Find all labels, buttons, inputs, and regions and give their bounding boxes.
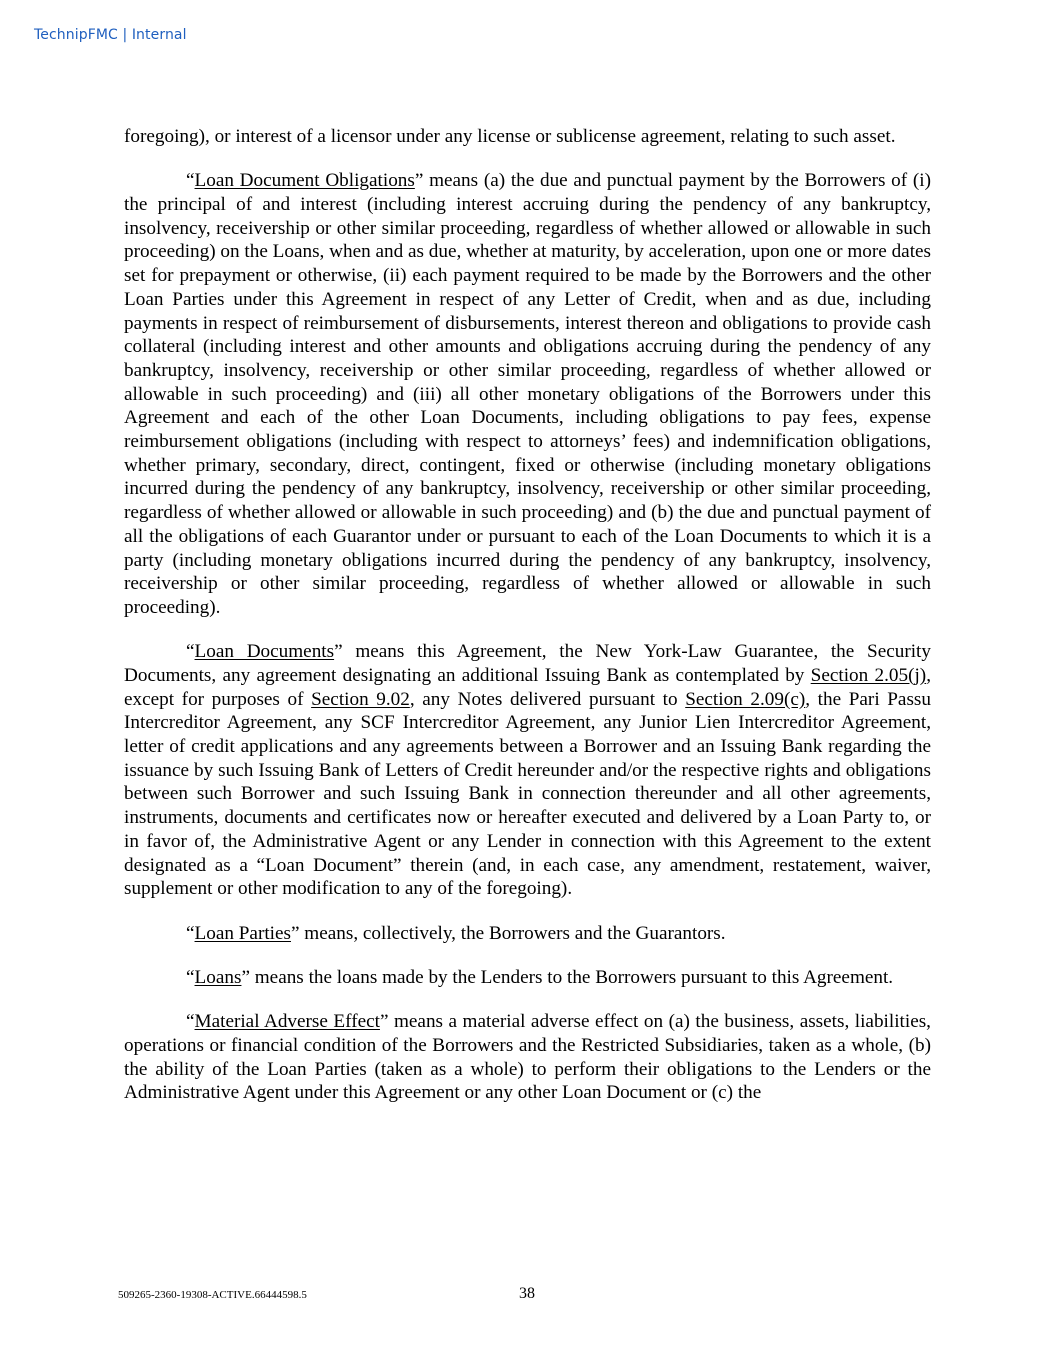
definition-text: ” means, collectively, the Borrowers and the Guarantors. [290,922,726,944]
document-id: 509265-2360-19308-ACTIVE.66444598.5 [118,1289,307,1301]
defined-term: Loan Documents [194,641,335,663]
open-quote: “ [186,170,195,192]
paragraph-text: foregoing), or interest of a licensor under any license or sublicense agreement, relating to such asset. [124,126,896,147]
definition-material-adverse-effect [124,1010,931,1105]
classification-label: TechnipFMC | Internal [34,27,187,43]
open-quote: “ [186,922,195,944]
definition-loan-documents [124,640,931,901]
paragraph-continuation [124,125,931,149]
definition-text: ” means (a) the due and punctual payment by the Borrowers of (i) the principal of and interest (including interest accruing during the pendency of any bankruptcy, insolvency, receivership or other similar proceeding, regardless of whether allowed or allowable in such proceeding) on the Loans, when and as due, whether at maturity, by acceleration, upon one or more dates set for prepayment or otherwise, (ii) each payment required to be made by the Borrowers and the other Loan Parties under this Agreement in respect of any Letter of Credit, when and as due, including payments in respect of reimbursement of disbursements, interest thereon and obligations to provide cash collateral (including interest and other amounts and obligations accruing during the pendency of any bankruptcy, insolvency, receivership or other similar proceeding, regardless of whether allowed or allowable in such proceeding) and (iii) all other monetary obligations of the Borrowers under this Agreement and each of the other Loan Documents, including obligations to pay fees, expense reimbursement obligations (including with respect to attorneys’ fees) and indemnification obligations, whether primary, secondary, direct, contingent, fixed or otherwise (including monetary obligations incurred during the pendency of any bankruptcy, insolvency, receivership or other similar proceeding, regardless of whether allowed or allowable in such proceeding) and (b) the due and punctual payment of all the obligations of each Guarantor under or pursuant to each of the Loan Documents to which it is a party (including monetary obligations incurred during the pendency of any bankruptcy, insolvency, receivership or other similar proceeding, regardless of whether allowed or allowable in such proceeding). [124,170,932,618]
defined-term: Loans [194,966,242,988]
definition-loan-document-obligations [124,169,931,619]
defined-term: Loan Document Obligations [194,170,415,192]
open-quote: “ [186,641,195,663]
definition-loans [124,966,931,990]
definition-text: , the Pari Passu Intercreditor Agreement, any SCF Intercreditor Agreement, any Junior Lien Intercreditor Agreement, letter of credit applications and any agreements between a Borrower and an Issuing Bank regarding the issuance by such Issuing Bank of Letters of Credit hereunder and/or the respective rights and obligations between such Borrower and such Issuing Bank in connection thereunder and all other agreements, instruments, documents and certificates now or hereafter executed and delivered by a Loan Party to, or in favor of, the Administrative Agent or any Lender in connection with this Agreement to the extent designated as a “Loan Document” therein (and, in each case, any amendment, restatement, waiver, supplement or other modification to any of the foregoing). [124,688,931,900]
definition-text: , any Notes delivered pursuant to [409,688,686,710]
defined-term: Loan Parties [194,922,291,944]
definition-text: ” means this Agreement, the New York-Law Guarantee, the Security Documents, any agreement designating an additional Issuing Bank as contemplated by [124,641,931,686]
section-reference: Section 2.09(c) [685,688,806,710]
section-reference: Section 9.02 [311,688,410,710]
page-number: 38 [519,1285,535,1302]
open-quote: “ [186,1011,195,1033]
definition-loan-parties [124,922,931,946]
definition-text: , except for purposes of [124,664,931,710]
defined-term: Material Adverse Effect [194,1011,380,1033]
definition-text: ” means the loans made by the Lenders to the Borrowers pursuant to this Agreement. [241,966,894,988]
section-reference: Section 2.05(j) [810,664,927,686]
definition-text: ” means a material adverse effect on (a) the business, assets, liabilities, operations or financial condition of the Borrowers and the Restricted Subsidiaries, taken as a whole, (b) the ability of the Loan Parties (taken as a whole) to perform their obligations to the Lenders or the Administrative Agent under this Agreement or any other Loan Document or (c) the [124,1011,931,1104]
open-quote: “ [186,966,195,988]
document-body [124,125,931,1126]
